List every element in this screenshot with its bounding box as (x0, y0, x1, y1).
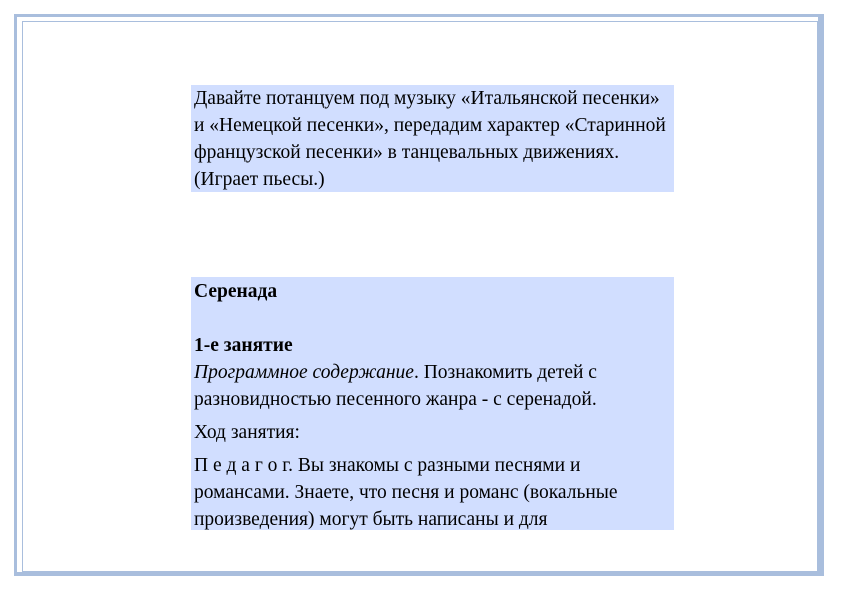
blank-line (194, 305, 671, 332)
section-title: Серенада (194, 281, 278, 302)
lesson-title: 1-е занятие (194, 335, 293, 356)
intro-text-block (191, 85, 674, 192)
speech-text: . Вы знакомы с разными песнями и романсами. Знаете, что песня и романс (вокальные произведения) могут быть написаны и для (194, 455, 618, 530)
program-label: Программное содержание (194, 362, 414, 383)
page-frame-shadow-right (818, 14, 824, 576)
serenade-text-block (191, 277, 674, 530)
program-paragraph (194, 359, 671, 413)
page-frame-shadow-bottom (14, 572, 824, 576)
speaker-label: П е д а г о г (194, 455, 289, 476)
program-text: . Познакомить детей с разновидностью песенного жанра - с серенадой. (194, 362, 597, 410)
intro-paragraph: Давайте потанцуем под музыку «Итальянской песенки» и «Немецкой песенки», передадим характер «Старинной французской песенки» в танцевальных движениях. (Играет пьесы.) (194, 88, 666, 190)
teacher-speech-paragraph (194, 452, 671, 533)
lesson-progress-label: Ход занятия: (194, 422, 300, 443)
